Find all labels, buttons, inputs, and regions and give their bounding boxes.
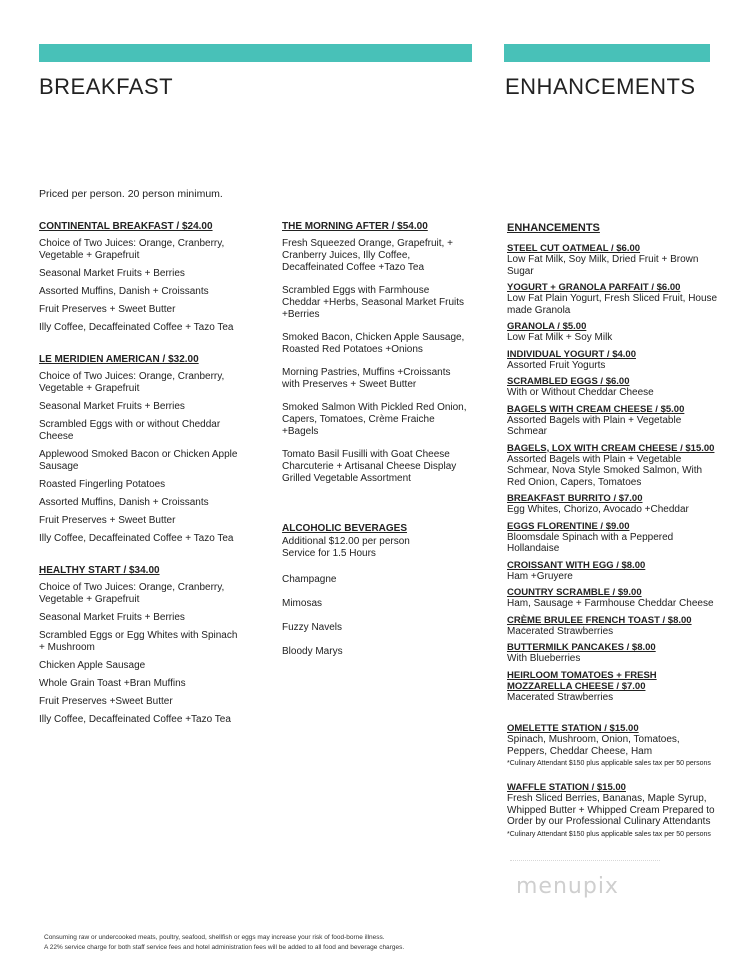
attendant-note: *Culinary Attendant $150 plus applicable sales tax per 50 persons xyxy=(507,830,711,838)
enhancements-header-bar xyxy=(504,44,710,62)
enhancement-name: BUTTERMILK PANCAKES / $8.00 xyxy=(507,642,656,653)
pricing-note: Priced per person. 20 person minimum. xyxy=(39,188,223,200)
healthy-start-section xyxy=(39,565,239,726)
menu-item: Scrambled Eggs with Farmhouse Cheddar +Herbs, Seasonal Market Fruits +Berries xyxy=(282,285,465,320)
menu-item: Seasonal Market Fruits + Berries xyxy=(39,612,185,623)
station-desc: Fresh Sliced Berries, Bananas, Maple Syrup, Whipped Butter + Whipped Cream Prepared to Order by our Professional Culinary Attendants xyxy=(507,793,715,827)
menu-item: Choice of Two Juices: Orange, Cranberry, Vegetable + Grapefruit xyxy=(39,582,225,605)
enhancements-column xyxy=(507,222,722,844)
alcohol-service-time: Service for 1.5 Hours xyxy=(282,548,376,559)
breakfast-column-2 xyxy=(282,221,467,670)
breakfast-column-1 xyxy=(39,221,239,736)
section-title: LE MERIDIEN AMERICAN / $32.00 xyxy=(39,354,199,365)
enhancement-desc: Assorted Fruit Yogurts xyxy=(507,359,606,371)
enhancement-desc: Egg Whites, Chorizo, Avocado +Cheddar xyxy=(507,504,689,515)
enhancement-name: CRÈME BRULEE FRENCH TOAST / $8.00 xyxy=(507,614,692,626)
enhancement-name: EGGS FLORENTINE / $9.00 xyxy=(507,520,630,532)
omelette-station xyxy=(507,723,722,768)
enhancement-item xyxy=(507,642,722,665)
menu-item: Smoked Bacon, Chicken Apple Sausage, Roasted Red Potatoes +Onions xyxy=(282,332,465,355)
enhancement-item xyxy=(507,349,722,372)
enhancement-desc: Macerated Strawberries xyxy=(507,625,614,637)
enhancement-name: INDIVIDUAL YOGURT / $4.00 xyxy=(507,348,636,360)
beverage-item: Fuzzy Navels xyxy=(282,622,343,633)
menu-item: Seasonal Market Fruits + Berries xyxy=(39,401,185,412)
alcohol-price: Additional $12.00 per person xyxy=(282,536,410,547)
enhancement-item xyxy=(507,615,722,638)
enhancement-item xyxy=(507,321,722,344)
menu-item: Tomato Basil Fusilli with Goat Cheese Charcuterie + Artisanal Cheese Display Grilled Vegetable Assortment xyxy=(282,449,457,484)
enhancement-name: BAGELS, LOX WITH CREAM CHEESE / $15.00 xyxy=(507,442,715,454)
enhancement-desc: With or Without Cheddar Cheese xyxy=(507,387,654,398)
enhancement-name: BAGELS WITH CREAM CHEESE / $5.00 xyxy=(507,403,685,415)
enhancement-item xyxy=(507,493,722,516)
menu-item: Seasonal Market Fruits + Berries xyxy=(39,268,185,279)
menu-item: Morning Pastries, Muffins +Croissants with Preserves + Sweet Butter xyxy=(282,367,451,390)
food-safety-note: Consuming raw or undercooked meats, poultry, seafood, shellfish or eggs may increase your risk of food-borne illness. xyxy=(44,934,385,941)
menu-item: Assorted Muffins, Danish + Croissants xyxy=(39,497,209,508)
alcoholic-beverages-section xyxy=(282,523,467,658)
station-name: OMELETTE STATION / $15.00 xyxy=(507,723,639,734)
menu-item: Illy Coffee, Decaffeinated Coffee + Tazo Tea xyxy=(39,533,234,544)
enhancement-name: BREAKFAST BURRITO / $7.00 xyxy=(507,493,643,504)
enhancement-name: COUNTRY SCRAMBLE / $9.00 xyxy=(507,587,642,598)
station-name: WAFFLE STATION / $15.00 xyxy=(507,782,626,793)
beverage-item: Mimosas xyxy=(282,598,323,609)
menu-item: Illy Coffee, Decaffeinated Coffee +Tazo Tea xyxy=(39,714,231,725)
attendant-note: *Culinary Attendant $150 plus applicable sales tax per 50 persons xyxy=(507,760,711,767)
watermark-logo: menupix xyxy=(516,874,619,899)
enhancement-desc: Ham +Gruyere xyxy=(507,570,573,582)
beverage-item: Bloody Marys xyxy=(282,646,343,657)
menu-item: Chicken Apple Sausage xyxy=(39,660,146,671)
menu-item: Fresh Squeezed Orange, Grapefruit, + Cranberry Juices, Illy Coffee, Decaffeinated Coffee +Tazo Tea xyxy=(282,238,453,273)
footer-disclaimer xyxy=(44,933,404,953)
enhancement-item xyxy=(507,243,722,277)
menu-item: Choice of Two Juices: Orange, Cranberry, Vegetable + Grapefruit xyxy=(39,238,225,261)
breakfast-header-bar xyxy=(39,44,472,62)
section-title: ALCOHOLIC BEVERAGES xyxy=(282,523,408,534)
menu-item: Fruit Preserves + Sweet Butter xyxy=(39,304,176,315)
enhancement-name: SCRAMBLED EGGS / $6.00 xyxy=(507,376,630,387)
menu-item: Scrambled Eggs with or without Cheddar Cheese xyxy=(39,419,221,442)
le-meridien-american-section xyxy=(39,354,239,545)
enhancements-heading: ENHANCEMENTS xyxy=(505,74,696,99)
divider xyxy=(510,860,660,861)
enhancement-name: HEIRLOOM TOMATOES + FRESH MOZZARELLA CHEESE / $7.00 xyxy=(507,669,657,692)
enhancement-desc: With Blueberries xyxy=(507,653,581,664)
enhancement-item xyxy=(507,521,722,555)
enhancement-desc: Assorted Bagels with Plain + Vegetable Schmear xyxy=(507,414,682,437)
enhancement-desc: Assorted Bagels with Plain + Vegetable Schmear, Nova Style Smoked Salmon, With Red Onion, Capers, Tomatoes xyxy=(507,453,703,488)
section-title: CONTINENTAL BREAKFAST / $24.00 xyxy=(39,221,213,232)
enhancement-desc: Low Fat Milk, Soy Milk, Dried Fruit + Brown Sugar xyxy=(507,254,699,277)
enhancement-name: STEEL CUT OATMEAL / $6.00 xyxy=(507,243,641,254)
enhancement-item xyxy=(507,404,722,438)
menu-item: Fruit Preserves + Sweet Butter xyxy=(39,515,176,526)
menu-item: Fruit Preserves +Sweet Butter xyxy=(39,696,173,707)
enhancement-item xyxy=(507,560,722,583)
enhancement-desc: Low Fat Milk + Soy Milk xyxy=(507,332,613,343)
service-charge-note: A 22% service charge for both staff service fees and hotel administration fees will be added to all food and beverage charges. xyxy=(44,944,405,951)
enhancement-desc: Bloomsdale Spinach with a Peppered Hollandaise xyxy=(507,531,674,554)
menu-item: Smoked Salmon With Pickled Red Onion, Capers, Tomatoes, Crème Fraiche +Bagels xyxy=(282,402,467,437)
menu-item: Whole Grain Toast +Bran Muffins xyxy=(39,678,186,689)
enhancement-item xyxy=(507,376,722,399)
enhancement-desc: Low Fat Plain Yogurt, Fresh Sliced Fruit, House made Granola xyxy=(507,293,718,316)
enhancement-name: GRANOLA / $5.00 xyxy=(507,321,587,332)
morning-after-section xyxy=(282,221,467,485)
enhancement-name: CROISSANT WITH EGG / $8.00 xyxy=(507,559,646,571)
section-title: THE MORNING AFTER / $54.00 xyxy=(282,221,428,232)
enhancement-item xyxy=(507,443,722,489)
enhancements-title: ENHANCEMENTS xyxy=(507,222,600,234)
enhancement-desc: Ham, Sausage + Farmhouse Cheddar Cheese xyxy=(507,598,714,609)
menu-item: Choice of Two Juices: Orange, Cranberry, Vegetable + Grapefruit xyxy=(39,371,225,394)
station-desc: Spinach, Mushroom, Onion, Tomatoes, Peppers, Cheddar Cheese, Ham xyxy=(507,734,680,757)
breakfast-heading: BREAKFAST xyxy=(39,74,174,99)
menu-item: Assorted Muffins, Danish + Croissants xyxy=(39,286,209,297)
menu-item: Scrambled Eggs or Egg Whites with Spinach + Mushroom xyxy=(39,630,238,653)
continental-breakfast-section xyxy=(39,221,239,334)
enhancement-name: YOGURT + GRANOLA PARFAIT / $6.00 xyxy=(507,282,681,293)
beverage-item: Champagne xyxy=(282,574,337,585)
menu-item: Roasted Fingerling Potatoes xyxy=(39,479,166,490)
enhancement-item xyxy=(507,587,722,610)
enhancement-desc: Macerated Strawberries xyxy=(507,691,614,703)
menu-item: Applewood Smoked Bacon or Chicken Apple Sausage xyxy=(39,449,238,472)
menu-item: Illy Coffee, Decaffeinated Coffee + Tazo Tea xyxy=(39,322,234,333)
enhancement-item xyxy=(507,282,722,316)
enhancement-item xyxy=(507,670,722,704)
section-title: HEALTHY START / $34.00 xyxy=(39,565,160,576)
waffle-station xyxy=(507,782,722,839)
